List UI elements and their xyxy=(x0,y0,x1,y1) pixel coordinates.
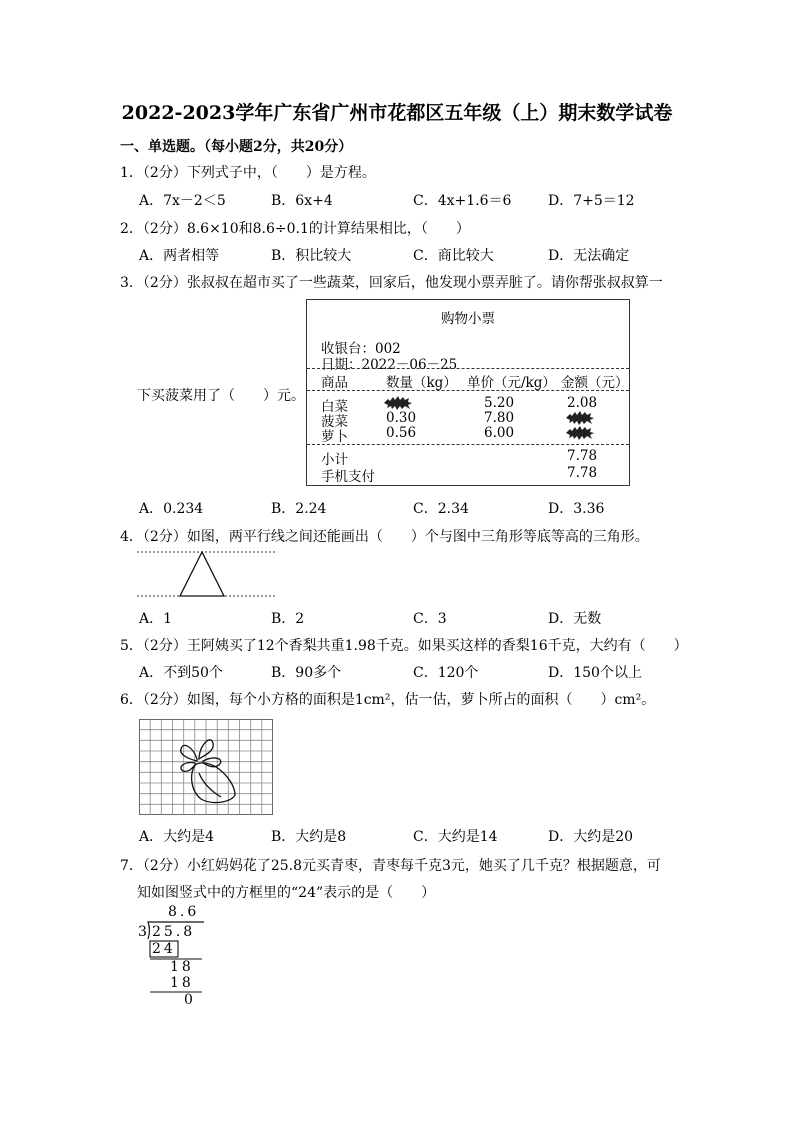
q1-option-a: A．7x－2＜5 xyxy=(139,193,226,209)
question-1-stem: 1．（2分）下列式子中，（ ）是方程。 xyxy=(120,165,376,181)
q3-option-d: D．3.36 xyxy=(548,501,605,517)
q3-option-b: B．2.24 xyxy=(271,501,327,517)
long-division-figure xyxy=(136,904,216,1010)
q3-option-a: A．0.234 xyxy=(139,501,204,517)
q2-option-a: A．两者相等 xyxy=(139,248,220,264)
receipt-title: 购物小票 xyxy=(441,311,495,327)
receipt-row-qty: 0.56 xyxy=(386,425,417,441)
q2-option-d: D．无法确定 xyxy=(548,248,630,264)
receipt-cashier: 收银台：002 xyxy=(321,341,401,357)
page-title: 2022-2023学年广东省广州市花都区五年级（上）期末数学试卷 xyxy=(121,102,673,124)
division-bracket-lines xyxy=(136,904,216,1010)
receipt-header-price: 单价（元/kg） xyxy=(467,375,556,391)
q5-option-b: B．90多个 xyxy=(271,665,342,681)
q2-option-b: B．积比较大 xyxy=(271,248,352,264)
division-divisor: 3 xyxy=(138,924,150,940)
ink-stain-icon xyxy=(565,426,595,440)
q1-option-c: C．4x+1.6＝6 xyxy=(413,193,512,209)
q6-option-d: D．大约是20 xyxy=(548,829,634,845)
division-remainder: 0 xyxy=(184,992,196,1008)
q4-option-d: D．无数 xyxy=(548,611,602,627)
receipt-row-name: 萝卜 xyxy=(321,429,348,445)
q6-option-b: B．大约是8 xyxy=(271,829,347,845)
receipt-header-item: 商品 xyxy=(321,375,348,391)
receipt-row-amount: 2.08 xyxy=(567,395,598,411)
question-3-stem: 3．（2分）张叔叔在超市买了一些蔬菜，回家后，他发现小票弄脏了。请你帮张叔叔算一 xyxy=(120,275,663,291)
receipt-paid: 7.78 xyxy=(567,465,598,481)
parallel-lines-triangle-figure xyxy=(137,548,277,600)
question-2-stem: 2．（2分）8.6×10和8.6÷0.1的计算结果相比，（ ） xyxy=(120,221,470,237)
ink-stain-icon xyxy=(383,396,413,410)
division-quotient: 8.6 xyxy=(168,904,200,920)
receipt-paid-label: 手机支付 xyxy=(321,469,375,485)
question-3-stem-cont: 下买菠菜用了（ ）元。 xyxy=(137,388,305,404)
question-7-stem: 7．（2分）小红妈妈花了25.8元买青枣，青枣每千克3元，她买了几千克？根据题意，可 xyxy=(120,858,661,874)
q5-option-c: C．120个 xyxy=(413,665,479,681)
division-dividend: 25.8 xyxy=(152,924,196,940)
question-7-stem-cont: 知如图竖式中的方框里的“24”表示的是（ ） xyxy=(137,885,436,901)
receipt-divider xyxy=(307,390,629,391)
q2-option-c: C．商比较大 xyxy=(413,248,494,264)
q4-option-a: A．1 xyxy=(139,611,173,627)
receipt-date: 日期：2022－06－25 xyxy=(321,357,458,373)
receipt-row-name: 菠菜 xyxy=(321,414,348,430)
receipt-image xyxy=(306,299,630,486)
division-step-24: 24 xyxy=(152,941,176,957)
ink-stain-icon xyxy=(565,411,595,425)
q4-option-b: B．2 xyxy=(271,611,305,627)
receipt-row-name: 白菜 xyxy=(321,399,348,415)
q1-option-d: D．7+5＝12 xyxy=(548,193,635,209)
radish-icon xyxy=(181,740,235,803)
receipt-header-amount: 金额（元） xyxy=(561,375,629,391)
receipt-subtotal: 7.78 xyxy=(567,448,598,464)
q1-option-b: B．6x+4 xyxy=(271,193,333,209)
receipt-divider xyxy=(307,368,629,369)
q6-option-a: A．大约是4 xyxy=(139,829,215,845)
q5-option-d: D．150个以上 xyxy=(548,665,642,681)
receipt-row-price: 6.00 xyxy=(484,425,515,441)
radish-grid-figure xyxy=(139,719,273,815)
receipt-row-price: 5.20 xyxy=(484,395,515,411)
q4-option-c: C．3 xyxy=(413,611,447,627)
receipt-divider xyxy=(307,444,629,445)
receipt-header-qty: 数量（kg） xyxy=(386,375,457,391)
division-step-18a: 18 xyxy=(170,959,194,975)
section-heading: 一、单选题。（每小题2分，共20分） xyxy=(120,139,353,155)
receipt-subtotal-label: 小计 xyxy=(321,452,348,468)
division-step-18b: 18 xyxy=(170,975,194,991)
receipt-row-qty: 0.30 xyxy=(386,410,417,426)
q3-option-c: C．2.34 xyxy=(413,501,469,517)
receipt-row-price: 7.80 xyxy=(484,410,515,426)
q6-option-c: C．大约是14 xyxy=(413,829,498,845)
question-5-stem: 5．（2分）王阿姨买了12个香梨共重1.98千克。如果买这样的香梨16千克，大约有（ ） xyxy=(120,638,688,654)
q5-option-a: A．不到50个 xyxy=(139,665,223,681)
question-6-stem: 6．（2分）如图，每个小方格的面积是1cm²，估一估，萝卜所占的面积（ ）cm²。 xyxy=(120,692,656,708)
question-4-stem: 4．（2分）如图，两平行线之间还能画出（ ）个与图中三角形等底等高的三角形。 xyxy=(120,529,649,545)
